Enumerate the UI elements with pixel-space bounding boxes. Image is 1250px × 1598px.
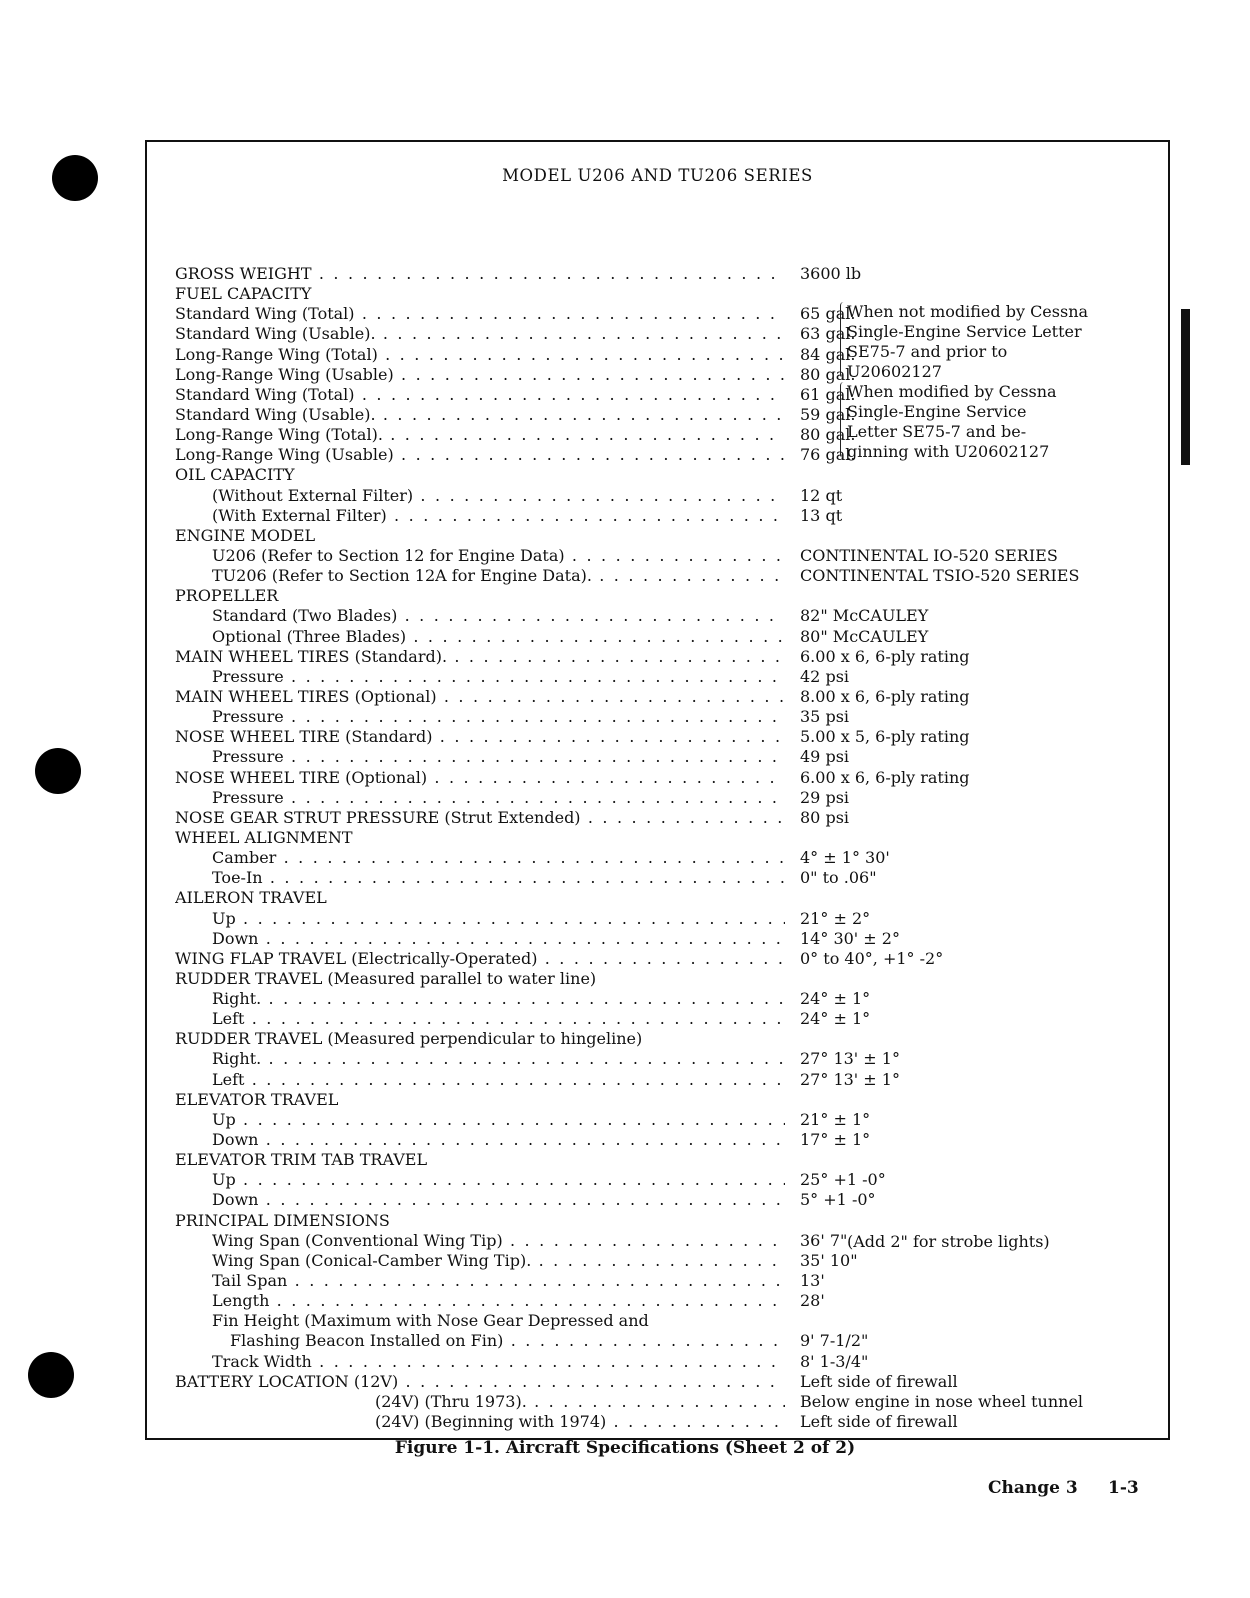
spec-label-cell bbox=[175, 365, 785, 385]
spec-label: WHEEL ALIGNMENT bbox=[175, 827, 353, 847]
spec-label: Down bbox=[212, 928, 259, 948]
spec-label: Optional (Three Blades) bbox=[212, 626, 407, 646]
spec-value: 27° 13' ± 1° bbox=[800, 1069, 900, 1089]
spec-label-cell bbox=[175, 425, 785, 445]
spec-label: ELEVATOR TRAVEL bbox=[175, 1089, 339, 1109]
spec-label-cell bbox=[175, 1372, 785, 1392]
spec-label-cell bbox=[175, 949, 785, 969]
spec-value: 80" McCAULEY bbox=[800, 626, 929, 646]
spec-label-cell bbox=[175, 747, 785, 767]
change-bar bbox=[1181, 309, 1190, 465]
spec-label: Long-Range Wing (Total). bbox=[175, 425, 383, 445]
spec-row bbox=[175, 949, 1170, 969]
spec-label: Pressure bbox=[212, 707, 284, 727]
spec-value: 0" to .06" bbox=[800, 868, 877, 888]
spec-row bbox=[175, 1130, 1170, 1150]
binder-hole bbox=[35, 748, 81, 794]
spec-row bbox=[175, 1251, 1170, 1271]
spec-label-cell bbox=[175, 385, 785, 405]
spec-section-heading bbox=[175, 1090, 1170, 1110]
spec-label-cell bbox=[175, 1150, 975, 1170]
spec-label: Pressure bbox=[212, 747, 284, 767]
spec-section-heading bbox=[175, 969, 1170, 989]
spec-label: Long-Range Wing (Total) bbox=[175, 344, 378, 364]
spec-section-heading bbox=[175, 465, 1170, 485]
spec-row bbox=[175, 566, 1170, 586]
spec-label: Left bbox=[212, 1069, 245, 1089]
spec-label: WING FLAP TRAVEL (Electrically-Operated) bbox=[175, 948, 538, 968]
spec-label: Fin Height (Maximum with Nose Gear Depressed and bbox=[212, 1311, 649, 1331]
note-line: When not modified by Cessna bbox=[847, 302, 1089, 321]
spec-row bbox=[175, 486, 1170, 506]
spec-label: PROPELLER bbox=[175, 586, 279, 606]
spec-label-cell bbox=[175, 667, 785, 687]
spec-label-cell bbox=[175, 1211, 975, 1231]
spec-row bbox=[175, 727, 1170, 747]
spec-label-cell bbox=[175, 1231, 785, 1251]
change-number: Change 3 bbox=[988, 1478, 1078, 1498]
note-line: (Add 2" for strobe lights) bbox=[847, 1232, 1050, 1251]
spec-value: 24° ± 1° bbox=[800, 1009, 871, 1029]
spec-label: (24V) (Thru 1973). bbox=[375, 1391, 527, 1411]
spec-value: 49 psi bbox=[800, 747, 850, 767]
spec-row bbox=[175, 1009, 1170, 1029]
spec-label: Up bbox=[212, 1109, 236, 1129]
spec-label: TU206 (Refer to Section 12A for Engine Data). bbox=[212, 566, 592, 586]
spec-value: 3600 lb bbox=[800, 264, 862, 283]
spec-value: 80 gal. bbox=[800, 425, 856, 445]
spec-value: 59 gal. bbox=[800, 404, 856, 424]
spec-value: CONTINENTAL TSIO-520 SERIES bbox=[800, 566, 1080, 586]
spec-row bbox=[175, 627, 1170, 647]
spec-label-cell bbox=[175, 264, 785, 284]
spec-frame bbox=[145, 140, 1170, 1440]
spec-section-heading bbox=[175, 888, 1170, 908]
spec-label: Right. bbox=[212, 1049, 262, 1069]
spec-label: (Without External Filter) bbox=[212, 485, 414, 505]
spec-label-cell bbox=[175, 345, 785, 365]
fuel-note-modified bbox=[847, 382, 1057, 462]
spec-label: MAIN WHEEL TIRES (Optional) bbox=[175, 686, 437, 706]
note-line: Single-Engine Service Letter bbox=[847, 322, 1082, 341]
spec-label-cell bbox=[175, 1291, 785, 1311]
spec-row bbox=[175, 1070, 1170, 1090]
spec-row bbox=[175, 1412, 1170, 1432]
spec-label: Flashing Beacon Installed on Fin) bbox=[230, 1331, 504, 1351]
spec-label-cell bbox=[175, 1110, 785, 1130]
spec-label: Left bbox=[212, 1009, 245, 1029]
spec-label-cell bbox=[175, 1130, 785, 1150]
note-line: Single-Engine Service bbox=[847, 402, 1027, 421]
spec-label: Up bbox=[212, 908, 236, 928]
spec-label-cell bbox=[175, 304, 785, 324]
spec-label-cell bbox=[175, 647, 785, 667]
spec-value: 6.00 x 6, 6-ply rating bbox=[800, 646, 970, 666]
page-number: 1-3 bbox=[1108, 1478, 1139, 1498]
spec-value: 14° 30' ± 2° bbox=[800, 928, 900, 948]
spec-row bbox=[175, 1311, 1170, 1331]
spec-value: Below engine in nose wheel tunnel bbox=[800, 1391, 1084, 1411]
spec-label: U206 (Refer to Section 12 for Engine Data) bbox=[212, 545, 565, 565]
spec-value: 84 gal. bbox=[800, 344, 856, 364]
spec-label: Standard Wing (Total) bbox=[175, 304, 355, 324]
spec-label-cell bbox=[175, 929, 785, 949]
spec-label: Toe-In bbox=[212, 868, 263, 888]
spec-label-cell bbox=[175, 324, 785, 344]
spec-label: Pressure bbox=[212, 787, 284, 807]
spec-label: Standard Wing (Usable). bbox=[175, 324, 376, 344]
spec-label-cell bbox=[175, 445, 785, 465]
spec-label: Long-Range Wing (Usable) bbox=[175, 445, 394, 465]
spec-value: 12 qt bbox=[800, 485, 843, 505]
spec-value: 61 gal. bbox=[800, 384, 856, 404]
page-title: MODEL U206 AND TU206 SERIES bbox=[502, 166, 813, 185]
spec-value: 0° to 40°, +1° -2° bbox=[800, 948, 944, 968]
spec-row bbox=[175, 1110, 1170, 1130]
spec-label-cell bbox=[175, 1271, 785, 1291]
spec-row bbox=[175, 1331, 1170, 1351]
spec-value: 6.00 x 6, 6-ply rating bbox=[800, 767, 970, 787]
spec-label: Camber bbox=[212, 848, 277, 868]
fuel-note-not-modified bbox=[847, 302, 1088, 382]
spec-label-cell bbox=[175, 989, 785, 1009]
spec-label-cell bbox=[175, 707, 785, 727]
figure-caption: Figure 1-1. Aircraft Specifications (Sheet 2 of 2) bbox=[394, 1438, 856, 1458]
spec-label-cell bbox=[175, 969, 975, 989]
spec-row bbox=[175, 1271, 1170, 1291]
spec-label-cell bbox=[175, 526, 975, 546]
spec-label: (24V) (Beginning with 1974) bbox=[375, 1412, 607, 1432]
spec-label: NOSE WHEEL TIRE (Optional) bbox=[175, 767, 428, 787]
spec-value: 80 gal. bbox=[800, 364, 856, 384]
spec-label-cell bbox=[175, 1311, 975, 1331]
spec-label: NOSE WHEEL TIRE (Standard) bbox=[175, 727, 433, 747]
spec-label-cell bbox=[175, 1392, 785, 1412]
spec-label: Down bbox=[212, 1130, 259, 1150]
spec-label: Wing Span (Conventional Wing Tip) bbox=[212, 1230, 503, 1250]
spec-section-heading bbox=[175, 1029, 1170, 1049]
spec-label-cell bbox=[175, 1412, 785, 1432]
spec-label-cell bbox=[175, 1170, 785, 1190]
spec-value: 63 gal. bbox=[800, 324, 856, 344]
spec-row bbox=[175, 848, 1170, 868]
spec-value: 21° ± 1° bbox=[800, 1109, 871, 1129]
spec-row bbox=[175, 1190, 1170, 1210]
spec-label-cell bbox=[175, 848, 785, 868]
spec-label-cell bbox=[175, 1190, 785, 1210]
spec-row bbox=[175, 989, 1170, 1009]
spec-label-cell bbox=[175, 586, 975, 606]
spec-section-heading bbox=[175, 586, 1170, 606]
spec-value: 13' bbox=[800, 1271, 825, 1291]
spec-label: Right. bbox=[212, 989, 262, 1009]
spec-label-cell bbox=[175, 566, 785, 586]
note-line: When modified by Cessna bbox=[847, 382, 1057, 401]
note-line: Letter SE75-7 and be- bbox=[847, 422, 1027, 441]
spec-value: 17° ± 1° bbox=[800, 1130, 871, 1150]
spec-value: 35 psi bbox=[800, 707, 850, 727]
spec-row bbox=[175, 506, 1170, 526]
spec-label: Length bbox=[212, 1291, 270, 1311]
spec-row bbox=[175, 788, 1170, 808]
spec-value: 21° ± 2° bbox=[800, 908, 871, 928]
spec-label-cell bbox=[175, 486, 785, 506]
spec-label: RUDDER TRAVEL (Measured parallel to water line) bbox=[175, 968, 597, 988]
note-line: SE75-7 and prior to bbox=[847, 342, 1008, 361]
spec-value: 5° +1 -0° bbox=[800, 1190, 876, 1210]
spec-label: PRINCIPAL DIMENSIONS bbox=[175, 1210, 390, 1230]
spec-value: CONTINENTAL IO-520 SERIES bbox=[800, 545, 1058, 565]
binder-hole bbox=[52, 155, 98, 201]
spec-value: 8.00 x 6, 6-ply rating bbox=[800, 686, 970, 706]
spec-label-cell bbox=[175, 465, 975, 485]
spec-label-cell bbox=[175, 1331, 785, 1351]
spec-label: Standard Wing (Usable). bbox=[175, 404, 376, 424]
spec-label: Standard (Two Blades) bbox=[212, 606, 398, 626]
spec-label-cell bbox=[175, 1049, 785, 1069]
brace bbox=[840, 382, 847, 458]
note-line: U20602127 bbox=[847, 362, 942, 381]
spec-label-cell bbox=[175, 1352, 785, 1372]
spec-label: ENGINE MODEL bbox=[175, 525, 316, 545]
spec-label-cell bbox=[175, 405, 785, 425]
spec-label-cell bbox=[175, 788, 785, 808]
spec-label: OIL CAPACITY bbox=[175, 465, 295, 485]
spec-label-cell bbox=[175, 1009, 785, 1029]
spec-label-cell bbox=[175, 1070, 785, 1090]
spec-value: 5.00 x 5, 6-ply rating bbox=[800, 727, 970, 747]
spec-label-cell bbox=[175, 808, 785, 828]
spec-label-cell bbox=[175, 546, 785, 566]
spec-value: 4° ± 1° 30' bbox=[800, 848, 890, 868]
spec-row bbox=[175, 1372, 1170, 1392]
spec-value: 35' 10" bbox=[800, 1250, 858, 1270]
spec-row bbox=[175, 808, 1170, 828]
spec-value: 24° ± 1° bbox=[800, 989, 871, 1009]
spec-value: 8' 1-3/4" bbox=[800, 1351, 869, 1371]
spec-label: Up bbox=[212, 1170, 236, 1190]
spec-row bbox=[175, 929, 1170, 949]
spec-value: Left side of firewall bbox=[800, 1371, 958, 1391]
spec-label: RUDDER TRAVEL (Measured perpendicular to hingeline) bbox=[175, 1029, 643, 1049]
note-line: ginning with U20602127 bbox=[847, 442, 1050, 461]
spec-value: 13 qt bbox=[800, 505, 843, 525]
spec-label: FUEL CAPACITY bbox=[175, 284, 312, 304]
spec-section-heading bbox=[175, 1211, 1170, 1231]
spec-label: Tail Span bbox=[212, 1271, 288, 1291]
spec-row bbox=[175, 647, 1170, 667]
spec-label: AILERON TRAVEL bbox=[175, 888, 327, 908]
spec-row bbox=[175, 1291, 1170, 1311]
spec-label: Standard Wing (Total) bbox=[175, 384, 355, 404]
spec-row bbox=[175, 1049, 1170, 1069]
spec-label: Long-Range Wing (Usable) bbox=[175, 364, 394, 384]
spec-label: Down bbox=[212, 1190, 259, 1210]
spec-row bbox=[175, 707, 1170, 727]
brace bbox=[840, 302, 847, 378]
spec-label: ELEVATOR TRIM TAB TRAVEL bbox=[175, 1150, 428, 1170]
spec-section-heading bbox=[175, 1150, 1170, 1170]
spec-row bbox=[175, 264, 1170, 284]
spec-value: 82" McCAULEY bbox=[800, 606, 929, 626]
spec-label-cell bbox=[175, 909, 785, 929]
spec-row bbox=[175, 667, 1170, 687]
spec-value: 29 psi bbox=[800, 787, 850, 807]
spec-row bbox=[175, 909, 1170, 929]
spec-label: BATTERY LOCATION (12V) bbox=[175, 1371, 399, 1391]
spec-value: 28' bbox=[800, 1291, 825, 1311]
spec-label-cell bbox=[175, 1090, 975, 1110]
spec-row bbox=[175, 768, 1170, 788]
spec-value: 76 gal. bbox=[800, 445, 856, 465]
spec-value: Left side of firewall bbox=[800, 1412, 958, 1432]
spec-label-cell bbox=[175, 627, 785, 647]
spec-label-cell bbox=[175, 1251, 785, 1271]
spec-value: 27° 13' ± 1° bbox=[800, 1049, 900, 1069]
spec-value: 80 psi bbox=[800, 807, 850, 827]
spec-label: GROSS WEIGHT bbox=[175, 264, 312, 283]
spec-value: 9' 7-1/2" bbox=[800, 1331, 869, 1351]
spec-label: MAIN WHEEL TIRES (Standard). bbox=[175, 646, 448, 666]
spec-label: (With External Filter) bbox=[212, 505, 387, 525]
spec-row bbox=[175, 606, 1170, 626]
spec-value: 36' 7" bbox=[800, 1230, 848, 1250]
strobe-note bbox=[847, 1232, 1050, 1252]
spec-value: 65 gal. bbox=[800, 304, 856, 324]
spec-row bbox=[175, 1170, 1170, 1190]
spec-label: Pressure bbox=[212, 666, 284, 686]
spec-label-cell bbox=[175, 888, 975, 908]
spec-row bbox=[175, 747, 1170, 767]
spec-label-cell bbox=[175, 1029, 975, 1049]
spec-value: 25° +1 -0° bbox=[800, 1170, 886, 1190]
spec-label-cell bbox=[175, 828, 975, 848]
spec-row bbox=[175, 687, 1170, 707]
spec-row bbox=[175, 1392, 1170, 1412]
spec-label-cell bbox=[175, 768, 785, 788]
spec-label: Wing Span (Conical-Camber Wing Tip). bbox=[212, 1250, 532, 1270]
spec-label-cell bbox=[175, 506, 785, 526]
binder-hole bbox=[28, 1352, 74, 1398]
spec-row bbox=[175, 546, 1170, 566]
spec-label: Track Width bbox=[212, 1351, 312, 1371]
spec-label-cell bbox=[175, 727, 785, 747]
spec-label: NOSE GEAR STRUT PRESSURE (Strut Extended) bbox=[175, 807, 581, 827]
spec-section-heading bbox=[175, 526, 1170, 546]
spec-label-cell bbox=[175, 606, 785, 626]
spec-section-heading bbox=[175, 828, 1170, 848]
spec-value: 42 psi bbox=[800, 666, 850, 686]
spec-row bbox=[175, 1352, 1170, 1372]
spec-label-cell bbox=[175, 868, 785, 888]
spec-row bbox=[175, 868, 1170, 888]
spec-label-cell bbox=[175, 687, 785, 707]
